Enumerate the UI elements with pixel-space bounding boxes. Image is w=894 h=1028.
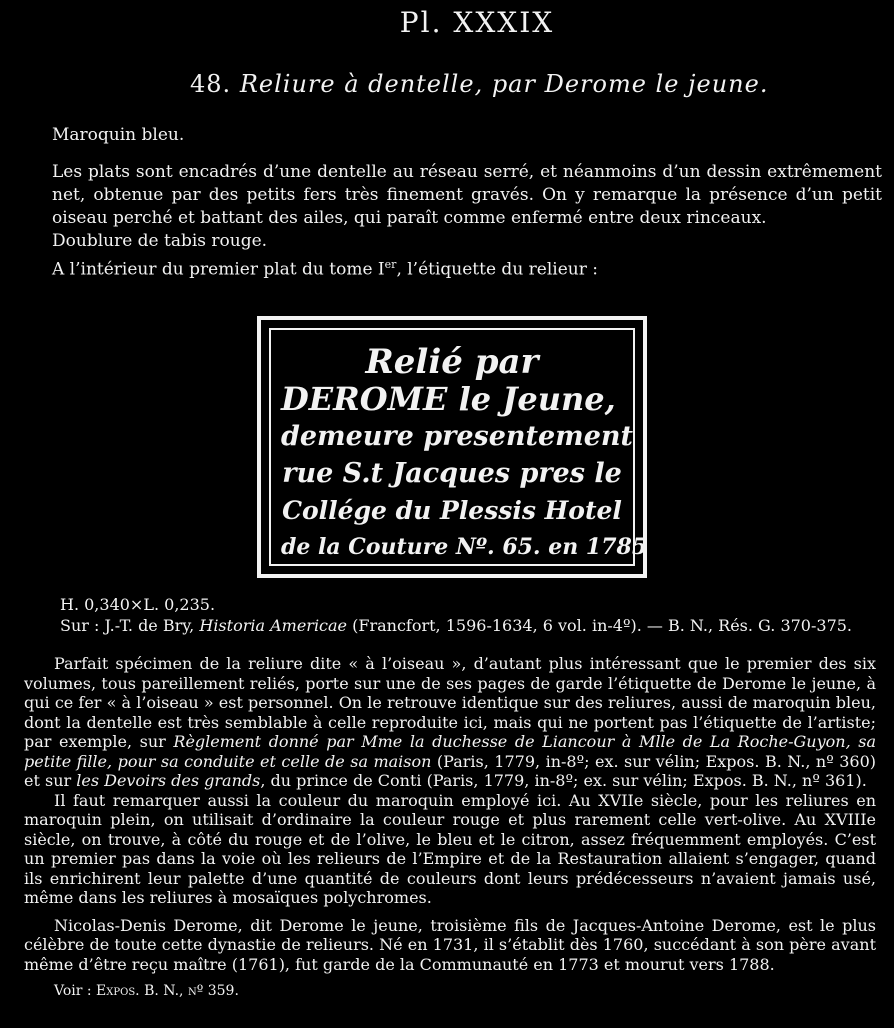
intro-section bbox=[52, 124, 882, 282]
label-intro-line: A l’intérieur du premier plat du tome Ier, l’étiquette du relieur : bbox=[52, 258, 598, 280]
commentary-paragraph-3: Nicolas-Denis Derome, dit Derome le jeune, troisième fils de Jacques-Antoine Derome, est le plus célèbre de toute cette dynastie de relieurs. Né en 1731, il s’établit dès 1760, succédant à son père avant même d’être reçu maître (1761), fut garde de la Communauté en 1773 et mourut vers 1788. bbox=[24, 915, 876, 974]
entry-heading bbox=[190, 70, 768, 98]
dimensions: H. 0,340×L. 0,235. bbox=[60, 595, 216, 614]
label-line-2: DEROME le Jeune, bbox=[281, 380, 616, 418]
label-line-3: demeure presentement bbox=[281, 421, 634, 452]
lining-line: Doublure de tabis rouge. bbox=[52, 231, 268, 251]
entry-title: Reliure à dentelle, par Derome le jeune. bbox=[239, 70, 769, 98]
source-line: Sur : J.-T. de Bry, Historia Americae (Francfort, 1596-1634, 6 vol. in-4º). — B. N., Rés. G. 370-375. bbox=[60, 616, 853, 635]
binder-label-inner-frame bbox=[269, 328, 648, 566]
commentary-section bbox=[24, 654, 876, 1002]
entry-number: 48. bbox=[190, 70, 232, 98]
commentary-paragraph-1: Parfait spécimen de la reliure dite « à l’oiseau », d’autant plus intéressant que le premier des six volumes, tous pareillement reliés, porte sur une de ses pages de garde l’étiquette de Derome le jeune, à qui ce fer « à l’oiseau » est personnel. On le retrouve identique sur des reliures, aussi de maroquin bleu, dont la dentelle est très semblable à celle reproduite ici, mais qui ne portent pas l’étiquette de l’artiste; par exemple, sur Règlement donné par Mme la duchesse de Liancour à Mlle de La Roche-Guyon, sa petite fille, pour sa conduite et celle de sa maison (Paris, 1779, in-8º; ex. sur vélin; Expos. B. N., nº 360) et sur les Devoirs des grands, du prince de Conti (Paris, 1779, in-8º; ex. sur vélin; Expos. B. N., nº 361). bbox=[24, 654, 877, 790]
plate-number: Pl. XXXIX bbox=[399, 6, 555, 39]
commentary-paragraph-2: Il faut remarquer aussi la couleur du maroquin employé ici. Au XVIIe siècle, pour les reliures en maroquin plein, on utilisait d’ordinaire la couleur rouge et plus rarement celle vert-olive. Au XVIIIe siècle, on trouve, à côté du rouge et de l’olive, le bleu et le citron, assez fréquemment employés. C’est un premier pas dans la voie où les relieurs de l’Empire et de la Restauration allaient s’engager, quand ils enrichirent leur palette d’une quantité de couleurs dont leurs prédécesseurs n’avaient jamais usé, même dans les reliures à mosaïques polychromes. bbox=[24, 790, 876, 907]
description-paragraph: Les plats sont encadrés d’une dentelle au réseau serré, et néanmoins d’un dessin extrêmement net, obtenue par des petits fers très finement gravés. On y remarque la présence d’un petit oiseau perché et battant des ailes, qui paraît comme enfermé entre deux rinceaux. bbox=[52, 162, 882, 228]
label-line-1: Relié par bbox=[365, 342, 539, 382]
binder-label-image bbox=[257, 316, 647, 578]
material-line: Maroquin bleu. bbox=[52, 125, 185, 145]
see-also-line: Voir : Expos. B. N., nº 359. bbox=[54, 983, 239, 999]
caption-section bbox=[60, 594, 880, 636]
label-line-5: Collége du Plessis Hotel bbox=[282, 496, 622, 525]
label-line-6: de la Couture Nº. 65. en 1785 bbox=[281, 534, 648, 560]
label-line-4: rue S.t Jacques pres le bbox=[282, 458, 622, 489]
